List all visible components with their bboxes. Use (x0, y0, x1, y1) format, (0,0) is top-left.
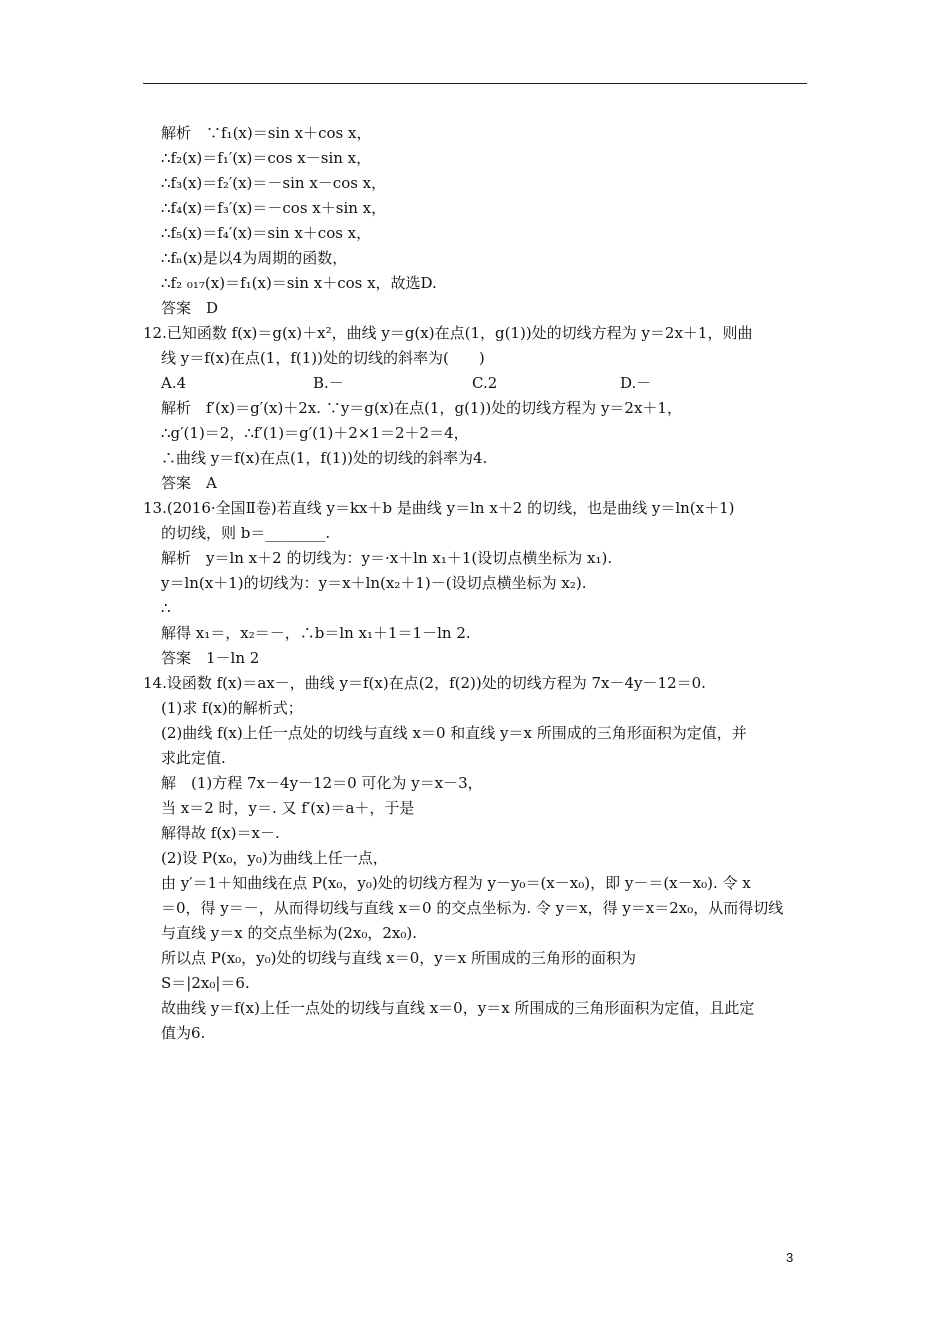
text-line: ∴fₙ(x)是以4为周期的函数， (161, 249, 348, 267)
question-14: 14.设函数 f(x)＝ax－，曲线 y＝f(x)在点(2，f(2))处的切线方程为 7x－4y－12＝0. (143, 674, 706, 692)
text-line: (2)设 P(x₀，y₀)为曲线上任一点， (161, 849, 388, 867)
answer-line: 答案 1－ln 2 (161, 649, 260, 667)
text-line: 线 y＝f(x)在点(1，f(1))处的切线的斜率为( ) (161, 349, 485, 367)
answer-line: 答案 A (161, 474, 217, 492)
text-line: 故曲线 y＝f(x)上任一点处的切线与直线 x＝0，y＝x 所围成的三角形面积为定值，且此定 (161, 999, 755, 1017)
text-line: 求此定值. (161, 749, 226, 767)
text-line: ∴g′(1)＝2，∴f′(1)＝g′(1)＋2×1＝2＋2＝4， (161, 424, 469, 442)
text-line: 值为6. (161, 1024, 206, 1042)
text-line: ∴f₄(x)＝f₃′(x)＝－cos x＋sin x， (161, 199, 387, 217)
text-line: 解得 x₁＝，x₂＝－，∴b＝ln x₁＋1＝1－ln 2. (161, 624, 471, 642)
question-12: 12.已知函数 f(x)＝g(x)＋x²，曲线 y＝g(x)在点(1，g(1))处的切线方程为 y＝2x＋1，则曲 (143, 324, 753, 342)
text-line: S＝|2x₀|＝6. (161, 974, 250, 992)
text-line: 由 y′＝1＋知曲线在点 P(x₀，y₀)处的切线方程为 y－y₀＝(x－x₀)，即 y－＝(x－x₀). 令 x (161, 874, 751, 892)
text-line: 解析 ∵f₁(x)＝sin x＋cos x， (161, 124, 372, 142)
text-line: 解析 y＝ln x＋2 的切线为：y＝·x＋ln x₁＋1(设切点横坐标为 x₁). (161, 549, 613, 567)
text-line: 解得故 f(x)＝x－. (161, 824, 280, 842)
text-line: 解析 f′(x)＝g′(x)＋2x. ∵y＝g(x)在点(1，g(1))处的切线方程为 y＝2x＋1， (161, 399, 682, 417)
option-c: C.2 (472, 374, 498, 392)
text-line: 当 x＝2 时，y＝. 又 f′(x)＝a＋，于是 (161, 799, 415, 817)
question-13: 13.(2016·全国Ⅱ卷)若直线 y＝kx＋b 是曲线 y＝ln x＋2 的切线，也是曲线 y＝ln(x＋1) (143, 499, 735, 517)
text-line: y＝ln(x＋1)的切线为：y＝x＋ln(x₂＋1)－(设切点横坐标为 x₂). (161, 574, 587, 592)
option-b: B.－ (313, 374, 344, 392)
option-d: D.－ (620, 374, 652, 392)
text-line: ∴ (161, 599, 171, 617)
text-line: 与直线 y＝x 的交点坐标为(2x₀，2x₀). (161, 924, 417, 942)
text-line: 解 (1)方程 7x－4y－12＝0 可化为 y＝x－3， (161, 774, 483, 792)
text-line: ∴f₃(x)＝f₂′(x)＝－sin x－cos x， (161, 174, 387, 192)
page-number: 3 (786, 1250, 794, 1265)
text-line: (2)曲线 f(x)上任一点处的切线与直线 x＝0 和直线 y＝x 所围成的三角形面积为定值，并 (161, 724, 747, 742)
text-line: 的切线，则 b＝________. (161, 524, 331, 542)
text-line: (1)求 f(x)的解析式； (161, 699, 303, 717)
text-line: ∴f₂ ₀₁₇(x)＝f₁(x)＝sin x＋cos x，故选D. (161, 274, 437, 292)
answer-line: 答案 D (161, 299, 219, 317)
text-line: 所以点 P(x₀，y₀)处的切线与直线 x＝0，y＝x 所围成的三角形的面积为 (161, 949, 637, 967)
text-line: ∴f₂(x)＝f₁′(x)＝cos x－sin x， (161, 149, 372, 167)
option-a: A.4 (161, 374, 187, 392)
text-line: ∴曲线 y＝f(x)在点(1，f(1))处的切线的斜率为4. (161, 449, 488, 467)
text-line: ＝0，得 y＝－，从而得切线与直线 x＝0 的交点坐标为. 令 y＝x，得 y＝x＝2x₀，从而得切线 (161, 899, 784, 917)
text-line: ∴f₅(x)＝f₄′(x)＝sin x＋cos x， (161, 224, 372, 242)
header-rule (143, 83, 807, 84)
